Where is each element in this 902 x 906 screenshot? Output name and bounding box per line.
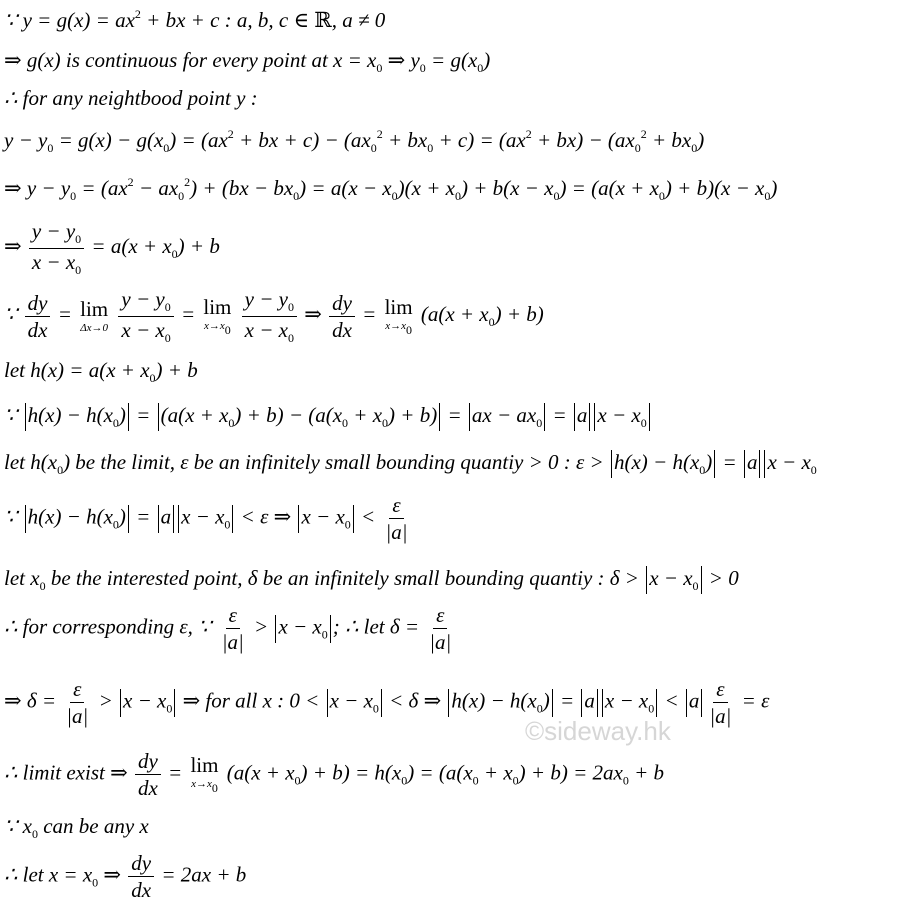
- proof-line-10: let $h(x_0)$ be the limit, ε be an infinitely small bounding quantiy > 0 : $\varepsilon > h(x) - h(x_0) = a$ $x - x_0$: [4, 449, 817, 477]
- proof-line-8: let $h(x) = a(x + x_0) + b$: [4, 358, 198, 385]
- fraction: $\frac{y - y_0}{x - x_0}$: [29, 220, 84, 276]
- watermark: ©sideway.hk: [525, 716, 671, 746]
- fraction: $\frac{\varepsilon}{|a|}$: [385, 493, 408, 545]
- derivative-fraction: $\frac{dy}{dx}$: [25, 292, 51, 341]
- proof-line-12: let $x_0$ be the interested point, δ be an infinitely small bounding quantiy : $\delta > x - x_0 > 0$: [4, 565, 739, 593]
- proof-line-16: ∵ $x_0$ can be any x: [4, 814, 149, 841]
- fraction: $\frac{y - y_0}{x - x_0}$: [118, 288, 173, 344]
- proof-line-3: ∴ for any neightbood point y :: [4, 86, 258, 110]
- proof-line-6: ⇒ $\frac{y - y_0}{x - x_0}$ = $a(x + x_0) + b$: [4, 219, 220, 277]
- derivative-fraction: $\frac{dy}{dx}$: [128, 852, 154, 901]
- proof-line-13: ∴ for corresponding ε, ∵ $\frac{\varepsilon}{|a|}$ > $x - x_0$ ; ∴ let δ = $\frac{\varepsilon}{|a|}$: [4, 604, 456, 653]
- fraction: $\frac{\varepsilon}{|a|}$: [221, 603, 244, 655]
- derivative-fraction: $\frac{dy}{dx}$: [329, 292, 355, 341]
- proof-line-11: ∵ $h(x) - h(x_0) = a$ $x - x_0 < \varepsilon$ ⇒ $x - x_0$ < $\frac{\varepsilon}{|a|}$: [4, 494, 412, 543]
- proof-line-9: ∵ $h(x) - h(x_0) = (a(x + x_0) + b) - (a(x_0 + x_0) + b)$ = ax − $ax_0 = a$ $x - x_0$: [4, 403, 652, 431]
- proof-line-7: ∵ $\frac{dy}{dx}$ = lim Δx→0 $\frac{y - y_0}{x - x_0}$ = lim $x\to x_0$ $\frac{y - y_0}{x - x_0}$ ⇒ $\frac{dy}{dx}$ = lim $x\to x_0$ $(a(x + x_0) + b)$: [4, 287, 544, 345]
- proof-line-14: ⇒ δ = $\frac{\varepsilon}{|a|}$ > $x - x_0$ ⇒ for all x : $0 < x - x_0 < \delta$ ⇒ $h(x) - h(x_0) = a$ $x - x_0 < a$ $\frac{\varepsilon}{|a|}$ = ε: [4, 677, 770, 729]
- proof-line-2: ⇒ g(x) is continuous for every point at $x = x_0$ ⇒ $y_0 = g(x_0)$: [4, 48, 491, 75]
- proof-line-4: $y - y_0 = g(x) - g(x_0) = (ax^2$ + bx + $c) - (ax_0^2 + bx_0 + c) = (ax^2 + bx) - (ax_0^2 + bx_0)$: [4, 127, 705, 155]
- limit: lim $x\to x_0$: [384, 294, 413, 337]
- limit: lim $x\to x_0$: [203, 294, 232, 337]
- limit: lim $x\to x_0$: [190, 753, 219, 796]
- fraction: $\frac{\varepsilon}{|a|}$: [429, 603, 452, 655]
- proof-line-1: ∵ $y = g(x) = ax^2$ + bx + c : a, b, c ∈ ℝ, a ≠ 0: [4, 7, 386, 32]
- limit: lim Δx→0: [80, 296, 109, 334]
- derivative-fraction: $\frac{dy}{dx}$: [135, 750, 161, 799]
- fraction: $\frac{\varepsilon}{|a|}$: [709, 677, 732, 729]
- fraction: $\frac{\varepsilon}{|a|}$: [66, 677, 89, 729]
- proof-line-17: ∴ let $x = x_0$ ⇒ $\frac{dy}{dx}$ = 2ax + b: [4, 851, 247, 903]
- fraction: $\frac{y - y_0}{x - x_0}$: [242, 288, 297, 344]
- proof-line-15: ∴ limit exist ⇒ $\frac{dy}{dx}$ = lim $x\to x_0$ $(a(x + x_0) + b) = h(x_0) = (a(x_0 + x_0) + b) = 2ax_0 + b$: [4, 749, 664, 801]
- proof-line-5: ⇒ $y - y_0 = (ax^2 - ax_0^2) + (bx - bx_0) = a(x - x_0)(x + x_0) + b(x - x_0) = (a(x + x_0) + b)(x - x_0)$: [4, 175, 778, 203]
